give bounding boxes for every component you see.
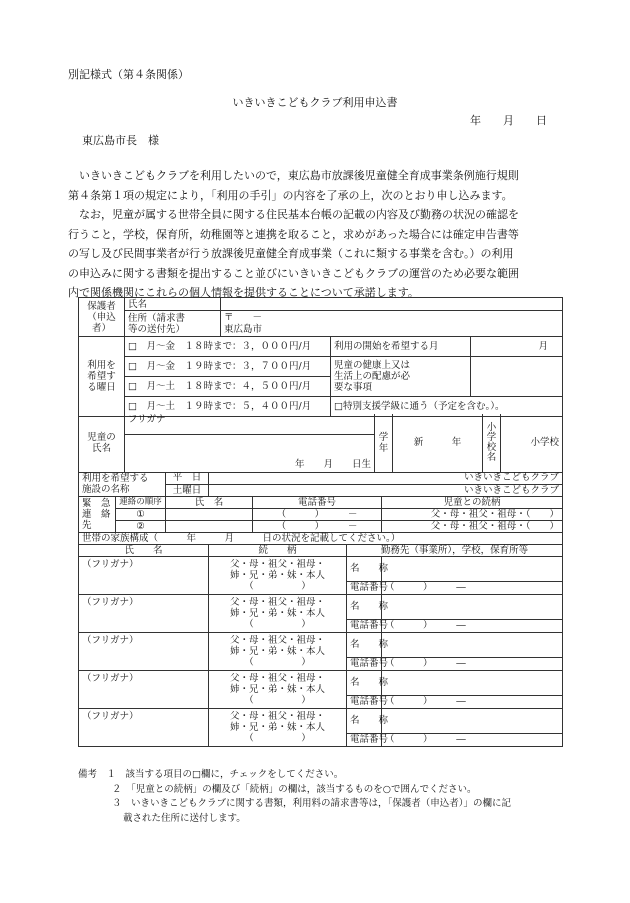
grade-label: 学 年 xyxy=(375,414,393,472)
family-work-phone-label: 電話番号 xyxy=(347,695,382,708)
start-month-label: 利用の開始を希望する月 xyxy=(331,337,471,357)
guardian-city-field[interactable]: 東広島市 xyxy=(221,324,563,337)
intro-line: いきいきこどもクラブを利用したいので，東広島市放課後児童健全育成事業条例施行規則 xyxy=(79,169,519,182)
family-header: 世帯の家族構成（ 年 月 日の状況を記載してください。） xyxy=(79,532,563,544)
family-work-name-field[interactable] xyxy=(382,632,563,657)
family-relation-header: 続 柄 xyxy=(209,544,347,556)
family-work-name-label: 名 称 xyxy=(347,556,382,581)
note-2: ２ 「児童との続柄」の欄及び「続柄」の欄は，該当するものを○で囲んでください。 xyxy=(112,783,477,795)
guardian-name-field[interactable] xyxy=(221,298,563,311)
guardian-label: 保護者 （申込者） xyxy=(79,298,125,337)
addressee: 東広島市長 様 xyxy=(82,134,159,147)
page-title: いきいきこどもクラブ利用申込書 xyxy=(232,96,398,109)
emergency-relation-header: 児童との続柄 xyxy=(382,496,563,508)
child-birthdate-field[interactable]: 年 月 日生 xyxy=(125,434,375,472)
family-work-phone-label: 電話番号 xyxy=(347,581,382,594)
guardian-postal-field[interactable]: 〒 － xyxy=(221,311,563,324)
family-work-phone-field[interactable]: （ ） ― xyxy=(382,733,563,746)
grade-field[interactable]: 新 年 xyxy=(393,414,483,472)
facility-family-table xyxy=(78,472,563,747)
family-work-phone-label: 電話番号 xyxy=(347,619,382,632)
day-option-4[interactable]: □ 月～土 １９時まで：５，４００円/月 xyxy=(125,397,331,417)
family-member-relation[interactable]: 父・母・祖父・祖母・ 姉・兄・弟・妹・本人 （ ） xyxy=(209,556,347,594)
application-table-top xyxy=(78,297,563,417)
family-member-name[interactable]: （フリガナ） xyxy=(79,708,209,746)
days-label: 利用を 希望す る曜日 xyxy=(79,337,125,417)
family-member-name[interactable]: （フリガナ） xyxy=(79,556,209,594)
intro-text xyxy=(68,166,568,303)
family-work-name-field[interactable] xyxy=(382,708,563,733)
family-work-phone-field[interactable]: （ ） ― xyxy=(382,581,563,594)
family-work-phone-label: 電話番号 xyxy=(347,733,382,746)
family-work-name-label: 名 称 xyxy=(347,632,382,657)
school-field[interactable]: 小学校 xyxy=(501,414,563,472)
emergency-order-1: ① xyxy=(116,508,166,520)
family-member-name[interactable]: （フリガナ） xyxy=(79,594,209,632)
family-member-relation[interactable]: 父・母・祖父・祖母・ 姉・兄・弟・妹・本人 （ ） xyxy=(209,708,347,746)
day-option-2[interactable]: □ 月～金 １９時まで：３，７００円/月 xyxy=(125,357,331,377)
emergency-name-header: 氏 名 xyxy=(166,496,253,508)
family-name-header: 氏 名 xyxy=(79,544,209,556)
intro-line: の写し及び民間事業者が行う放課後児童健全育成事業（これに類する事業を含む。）の利用 xyxy=(68,247,514,260)
emergency-phone-2[interactable]: （ ） － xyxy=(253,520,382,532)
facility-label: 利用を希望する 施設の名称 xyxy=(79,472,166,496)
emergency-relation-2[interactable]: 父・母・祖父・祖母・（ ） xyxy=(382,520,563,532)
emergency-phone-1[interactable]: （ ） － xyxy=(253,508,382,520)
notes xyxy=(78,768,568,826)
emergency-name-2[interactable] xyxy=(166,520,253,532)
emergency-phone-header: 電話番号 xyxy=(253,496,382,508)
family-work-name-label: 名 称 xyxy=(347,708,382,733)
health-notes-field[interactable] xyxy=(471,357,563,397)
child-furigana[interactable]: フリガナ xyxy=(125,414,375,434)
school-label: 小 学 校 名 xyxy=(483,414,501,472)
emergency-label: 緊 急 連 絡 先 xyxy=(79,496,116,532)
facility-saturday-label: 土曜日 xyxy=(166,484,209,496)
intro-line: 第４条第１項の規定により，「利用の手引」の内容を了承の上，次のとおり申し込みます。 xyxy=(68,188,513,202)
note-3: ３ いきいきこどもクラブに関する書類，利用料の請求書等は，「保護者（申込者）」の欄に記 xyxy=(112,798,512,809)
note-3-cont: 載された住所に送付します。 xyxy=(123,812,246,824)
intro-line: なお，児童が属する世帯全員に関する住民基本台帳の記載の内容及び勤務の状況の確認を xyxy=(79,208,519,221)
form-label: 別記様式（第４条関係） xyxy=(68,68,189,81)
child-label: 児童の 氏名 xyxy=(79,414,125,472)
family-work-phone-field[interactable]: （ ） ― xyxy=(382,657,563,670)
family-member-name[interactable]: （フリガナ） xyxy=(79,670,209,708)
family-member-name[interactable]: （フリガナ） xyxy=(79,632,209,670)
emergency-order-2: ② xyxy=(116,520,166,532)
health-notes-label: 児童の健康上又は 生活上の配慮が必 要な事項 xyxy=(331,357,471,397)
start-month-field[interactable]: 月 xyxy=(471,337,563,357)
guardian-address-label: 住所（請求書 等の送付先） xyxy=(125,311,221,337)
special-class-checkbox[interactable]: □特別支援学級に通う（予定を含む。）。 xyxy=(331,397,563,417)
family-member-relation[interactable]: 父・母・祖父・祖母・ 姉・兄・弟・妹・本人 （ ） xyxy=(209,632,347,670)
family-work-name-field[interactable] xyxy=(382,556,563,581)
emergency-order-header: 連絡の順序 xyxy=(116,496,166,508)
intro-line: の申込みに関する書類を提出すること並びにいきいきこどもクラブの運営のため必要な範囲 xyxy=(68,266,519,280)
emergency-name-1[interactable] xyxy=(166,508,253,520)
emergency-relation-1[interactable]: 父・母・祖父・祖母・（ ） xyxy=(382,508,563,520)
date-line: 年 月 日 xyxy=(470,114,547,127)
facility-weekday-label: 平 日 xyxy=(166,472,209,484)
day-option-1[interactable]: □ 月～金 １８時まで：３，０００円/月 xyxy=(125,337,331,357)
family-work-name-label: 名 称 xyxy=(347,670,382,695)
note-1: １ 該当する項目の□欄に，チェックをしてください。 xyxy=(106,769,344,780)
notes-label: 備考 xyxy=(78,769,98,780)
facility-saturday-field[interactable]: いきいきこどもクラブ xyxy=(209,484,563,496)
intro-line: 内で関係機関にこれらの個人情報を提供することについて承諾します。 xyxy=(68,286,419,299)
family-work-phone-field[interactable]: （ ） ― xyxy=(382,619,563,632)
child-table xyxy=(78,414,563,473)
family-work-name-field[interactable] xyxy=(382,670,563,695)
guardian-name-label: 氏名 xyxy=(125,298,221,311)
day-option-3[interactable]: □ 月～土 １８時まで：４，５００円/月 xyxy=(125,377,331,397)
family-work-phone-field[interactable]: （ ） ― xyxy=(382,695,563,708)
family-member-relation[interactable]: 父・母・祖父・祖母・ 姉・兄・弟・妹・本人 （ ） xyxy=(209,670,347,708)
family-member-relation[interactable]: 父・母・祖父・祖母・ 姉・兄・弟・妹・本人 （ ） xyxy=(209,594,347,632)
family-work-name-field[interactable] xyxy=(382,594,563,619)
facility-weekday-field[interactable]: いきいきこどもクラブ xyxy=(209,472,563,484)
family-work-phone-label: 電話番号 xyxy=(347,657,382,670)
family-work-header: 勤務先（事業所），学校，保育所等 xyxy=(347,544,563,556)
intro-line: 行うこと，学校，保育所，幼稚園等と連携を取ること，求めがあった場合には確定申告書等 xyxy=(68,227,519,241)
family-work-name-label: 名 称 xyxy=(347,594,382,619)
